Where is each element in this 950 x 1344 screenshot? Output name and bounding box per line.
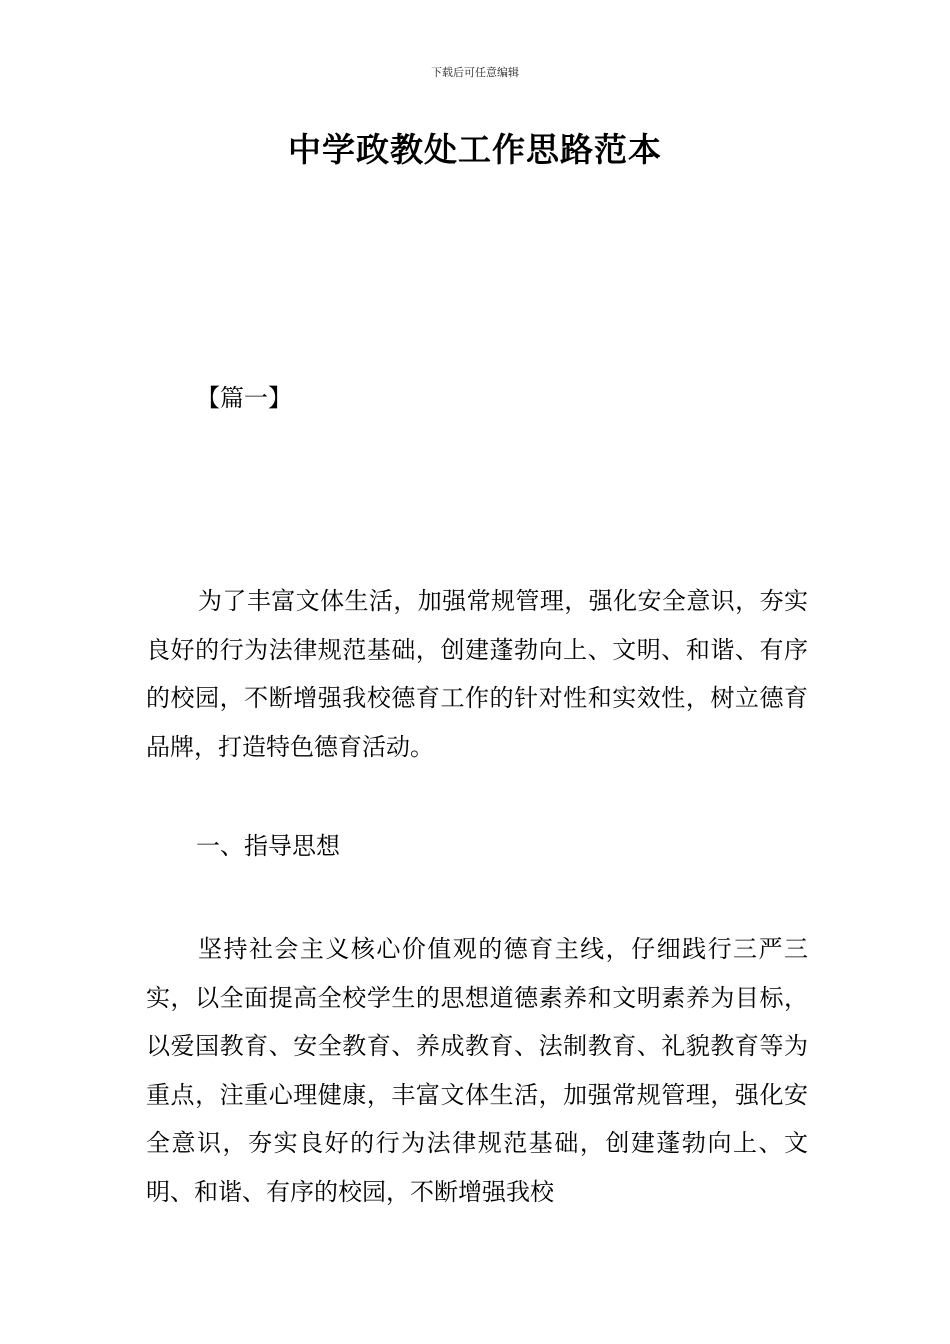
paragraph-intro: 为了丰富文体生活，加强常规管理，强化安全意识，夯实良好的行为法律规范基础，创建蓬勃向上、文明、和谐、有序的校园，不断增强我校德育工作的针对性和实效性，树立德育品牌，打造特色德育活动。 (146, 587, 808, 761)
heading-guiding-ideology: 一、指导思想 (196, 832, 340, 860)
header-note: 下载后可任意编辑 (431, 66, 519, 79)
paragraph-guiding-ideology: 坚持社会主义核心价值观的德育主线，仔细践行三严三实，以全面提高全校学生的思想道德素养和文明素养为目标，以爱国教育、安全教育、养成教育、法制教育、礼貌教育等为重点，注重心理健康，丰富文体生活，加强常规管理，强化安全意识，夯实良好的行为法律规范基础，创建蓬勃向上、文明、和谐、有序的校园，不断增强我校 (146, 935, 808, 1206)
document-title: 中学政教处工作思路范本 (288, 130, 662, 169)
section-label: 【篇一】 (196, 384, 292, 412)
